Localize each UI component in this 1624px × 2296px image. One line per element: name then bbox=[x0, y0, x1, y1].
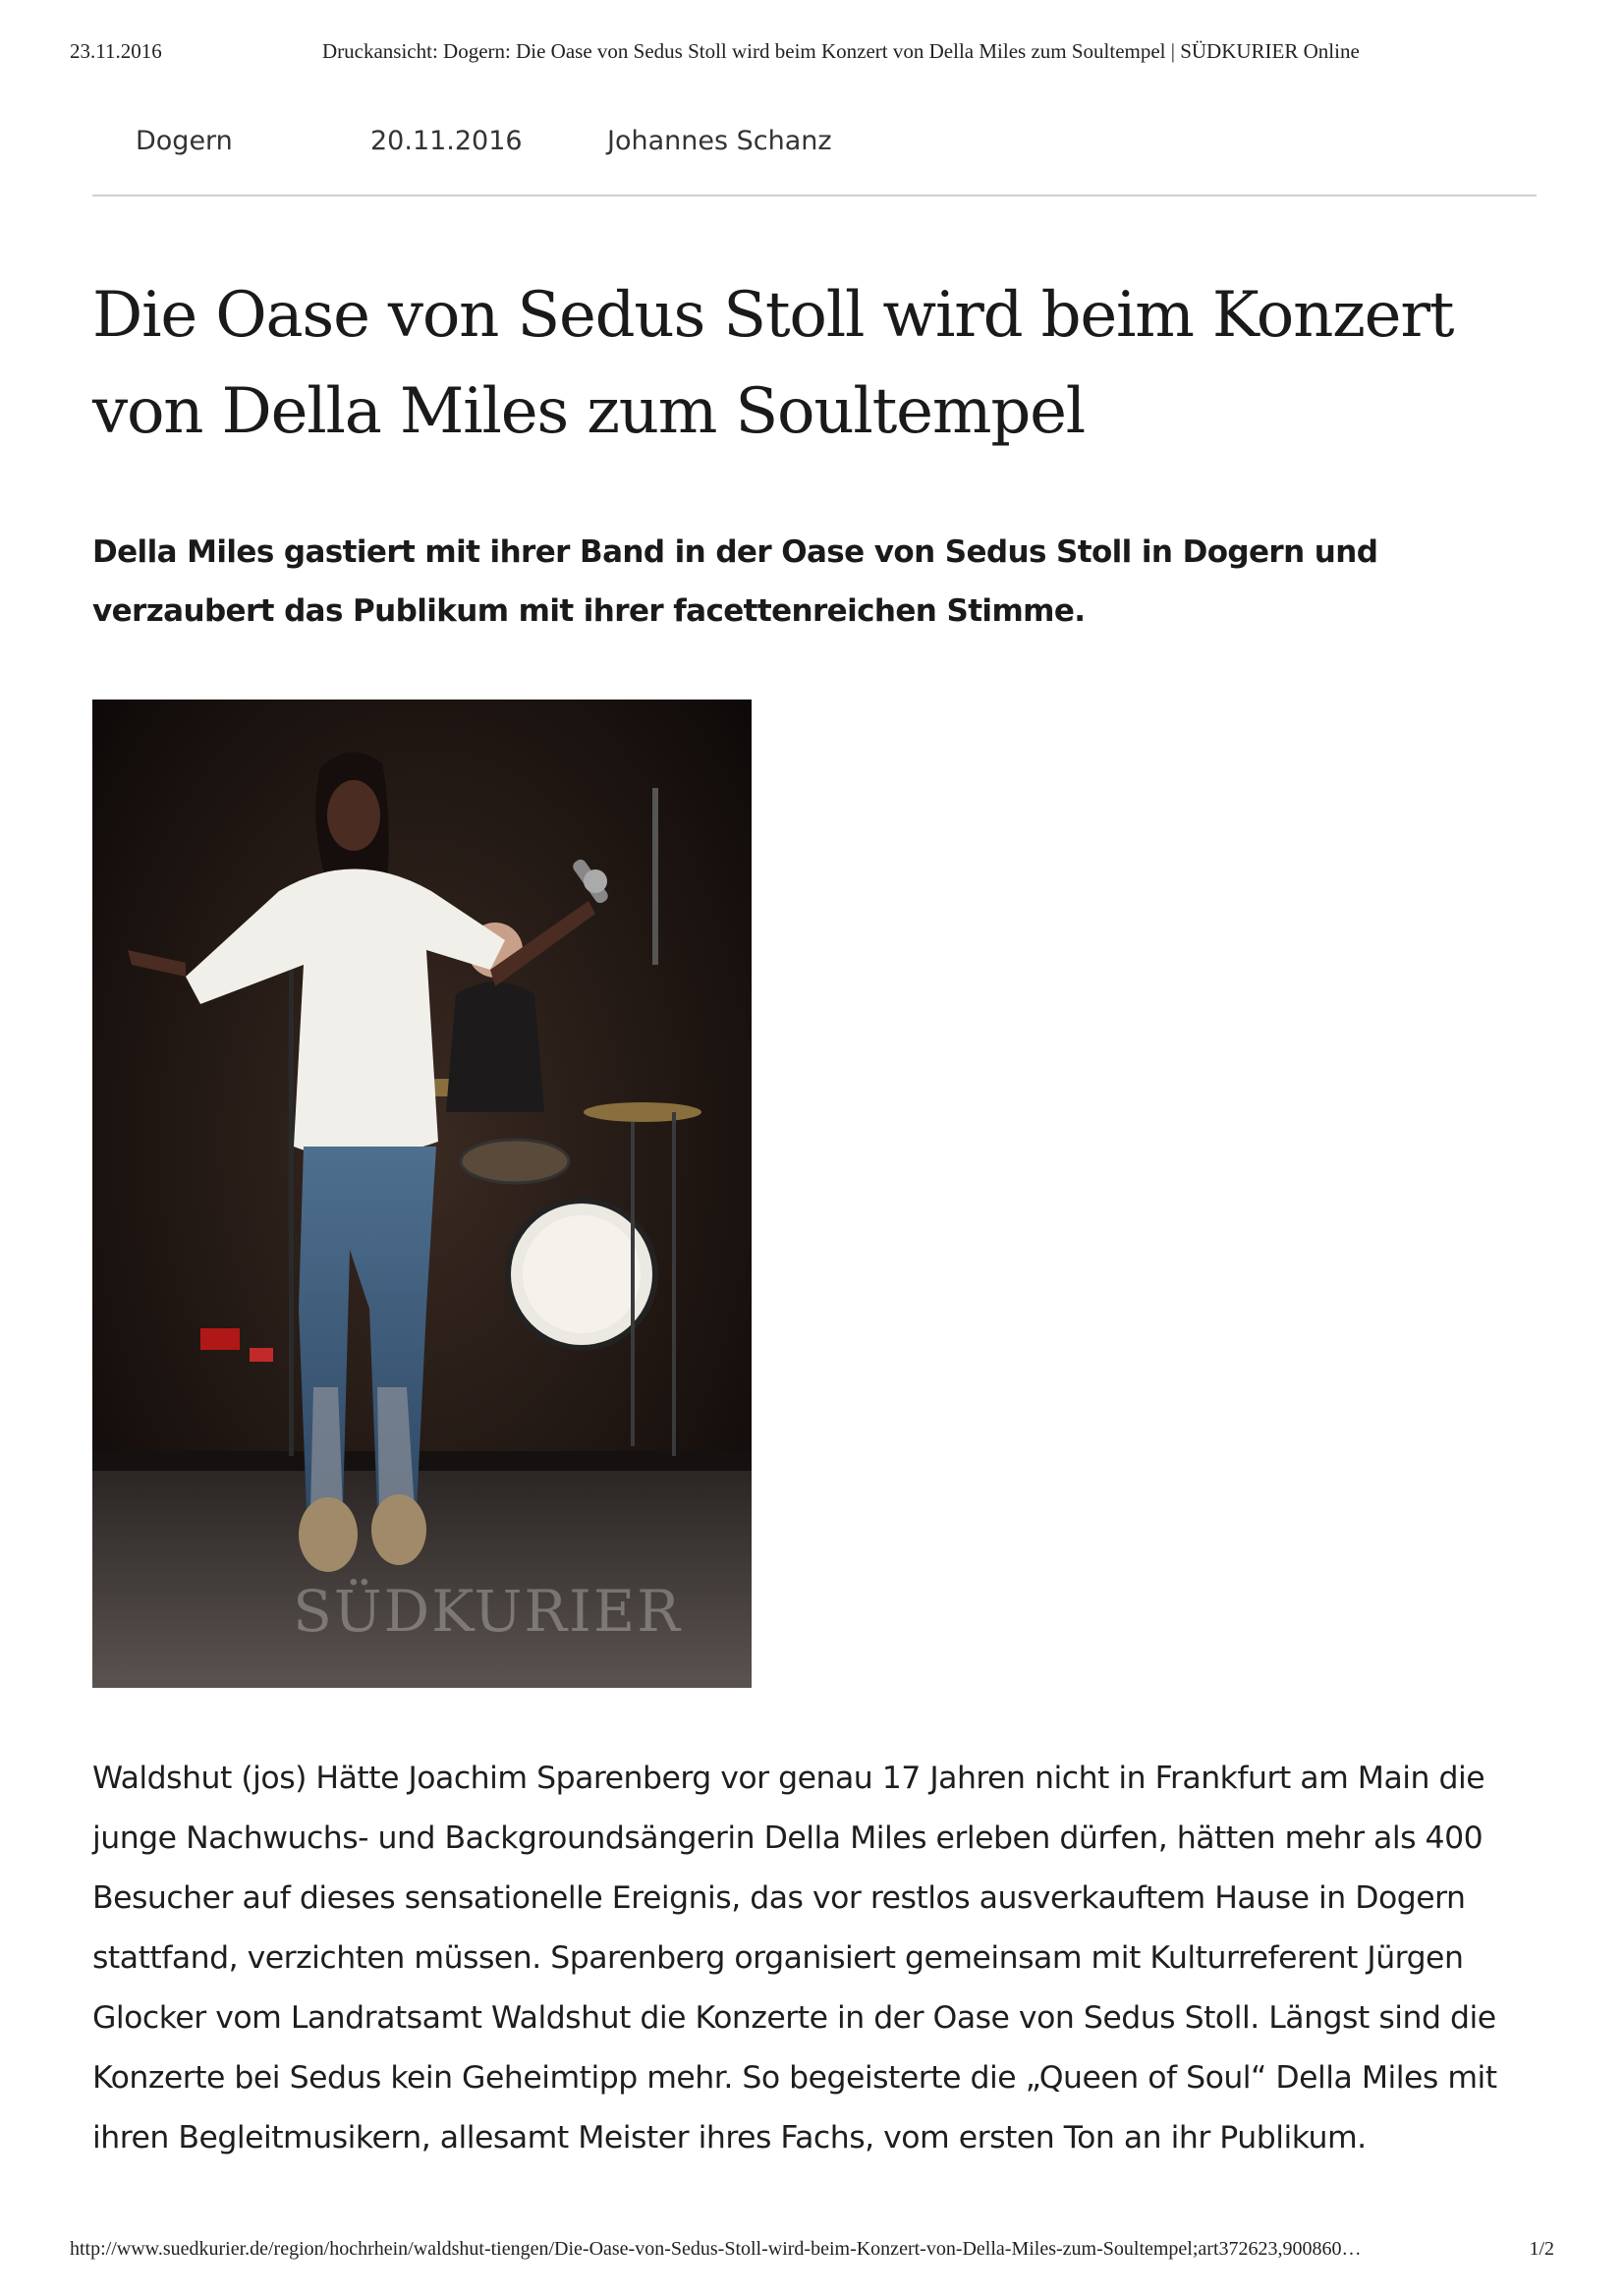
article-author[interactable]: Johannes Schanz bbox=[607, 126, 832, 156]
concert-photo-illustration bbox=[92, 700, 752, 1688]
print-url: http://www.suedkurier.de/region/hochrhein/waldshut-tiengen/Die-Oase-von-Sedus-Stoll-wird-beim-Konzert-von-Della-Miles-zum-Soultempel;art372623,900860… bbox=[70, 2238, 1362, 2260]
article-date: 20.11.2016 bbox=[370, 126, 523, 156]
print-footer bbox=[70, 2238, 1554, 2268]
photo-watermark: SÜDKURIER bbox=[293, 1578, 682, 1645]
meta-divider bbox=[92, 195, 1537, 196]
print-date: 23.11.2016 bbox=[70, 39, 162, 63]
page-number: 1/2 bbox=[1529, 2238, 1554, 2260]
article-headline: Die Oase von Sedus Stoll wird beim Konzert von Della Miles zum Soultempel bbox=[92, 279, 1454, 448]
article-photo[interactable] bbox=[92, 700, 752, 1688]
print-page-title: Druckansicht: Dogern: Die Oase von Sedus Stoll wird beim Konzert von Della Miles zum Soultempel | SÜDKURIER Online bbox=[322, 39, 1360, 63]
article-lead: Della Miles gastiert mit ihrer Band in der Oase von Sedus Stoll in Dogern und verzaubert das Publikum mit ihrer facettenreichen Stimme. bbox=[92, 534, 1378, 629]
print-header bbox=[70, 39, 1554, 69]
article-meta bbox=[92, 126, 1537, 165]
article-location[interactable]: Dogern bbox=[136, 126, 233, 156]
article-body: Waldshut (jos) Hätte Joachim Sparenberg vor genau 17 Jahren nicht in Frankfurt am Main die junge Nachwuchs- und Backgroundsängerin Della Miles erleben dürfen, hätten mehr als 400 Besucher auf dieses sensationelle Ereignis, das vor restlos ausverkauftem Hause in Dogern stattfand, verzichten müssen. Sparenberg organisiert gemeinsam mit Kulturreferent Jürgen Glocker vom Landratsamt Waldshut die Konzerte in der Oase von Sedus Stoll. Längst sind die Konzerte bei Sedus kein Geheimtipp mehr. So begeisterte die „Queen of Soul“ Della Miles mit ihren Begleitmusikern, allesamt Meister ihres Fachs, vom ersten Ton an ihr Publikum. bbox=[92, 1761, 1497, 2156]
